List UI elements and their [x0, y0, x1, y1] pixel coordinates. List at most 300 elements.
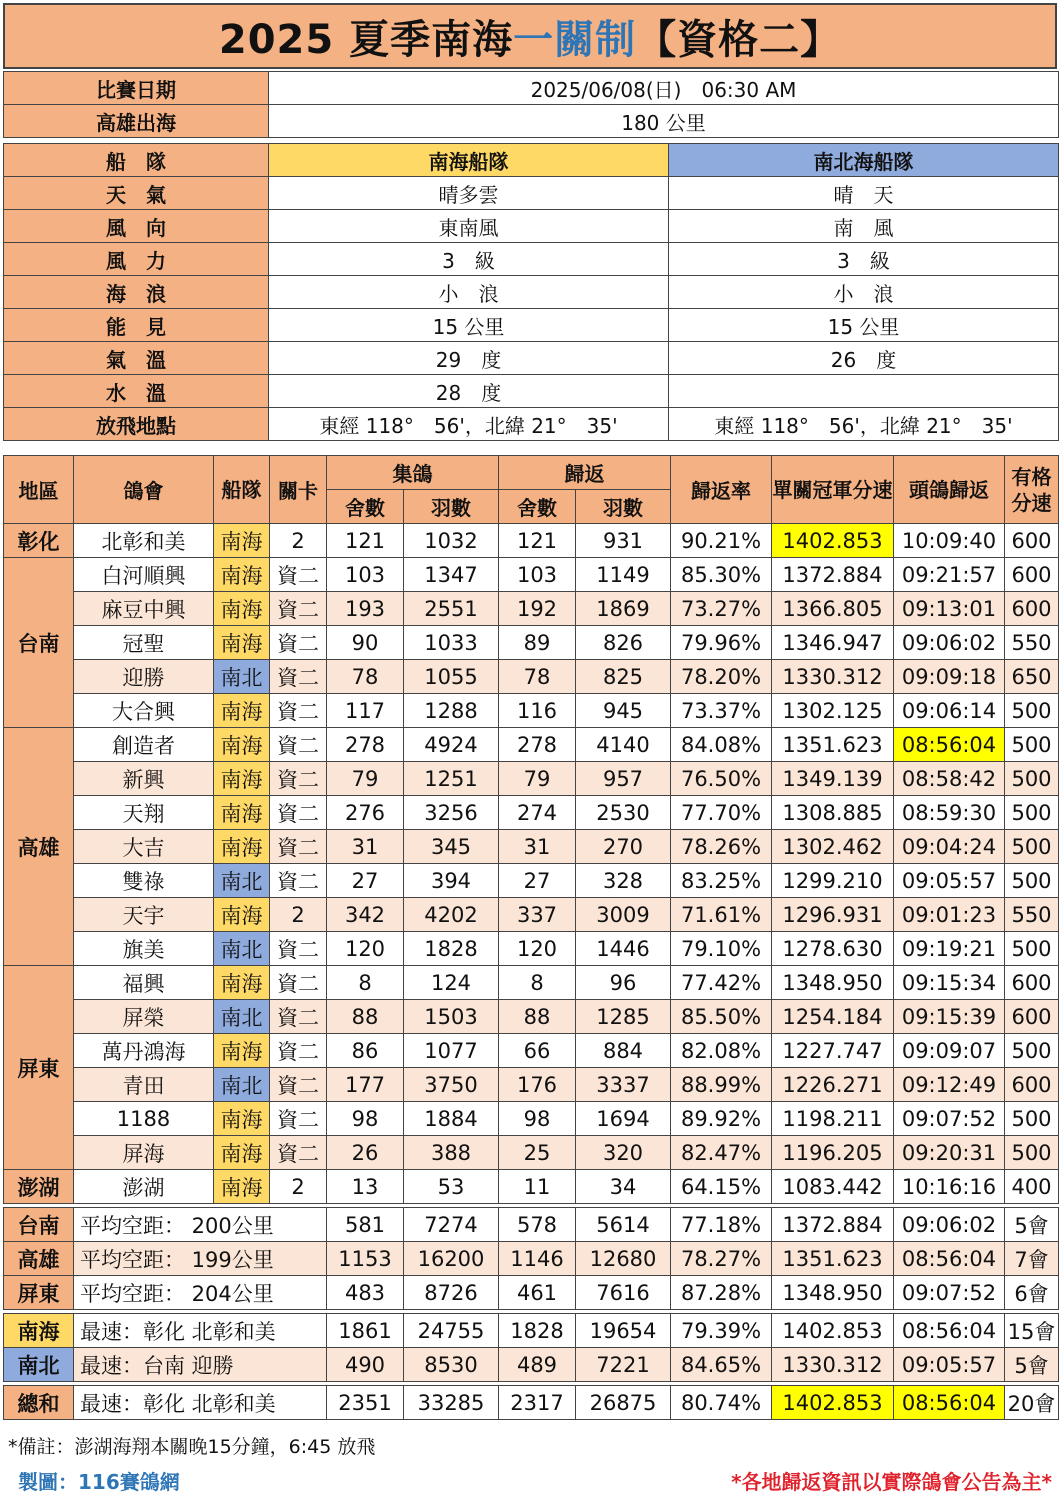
returned-birds: 270 — [576, 830, 671, 864]
team-rate: 84.65% — [671, 1348, 772, 1382]
condition-team2-value: 東經 118° 56'，北緯 21° 35' — [669, 408, 1059, 441]
collected-houses: 8 — [327, 966, 404, 1000]
champion-speed: 1278.630 — [772, 932, 894, 966]
team-label: 船 隊 — [4, 144, 269, 177]
champion-speed: 1083.442 — [772, 1170, 894, 1204]
returned-birds: 1446 — [576, 932, 671, 966]
team-returned-birds: 19654 — [576, 1314, 671, 1348]
total-label: 總和 — [4, 1386, 74, 1420]
condition-label: 風 向 — [4, 210, 269, 243]
collected-houses: 90 — [327, 626, 404, 660]
stage-cell: 資二 — [270, 1000, 327, 1034]
first-return-time: 09:06:14 — [894, 694, 1005, 728]
first-return-time: 09:09:07 — [894, 1034, 1005, 1068]
team-badge: 南北 — [214, 660, 270, 694]
returned-birds: 1149 — [576, 558, 671, 592]
region-cell: 高雄 — [4, 728, 74, 966]
team-rate: 79.39% — [671, 1314, 772, 1348]
return-rate: 64.15% — [671, 1170, 772, 1204]
table-row — [4, 626, 1059, 660]
collected-houses: 13 — [327, 1170, 404, 1204]
stage-cell: 資二 — [270, 1068, 327, 1102]
first-return-time: 09:07:52 — [894, 1102, 1005, 1136]
qualify-speed: 500 — [1005, 728, 1059, 762]
table-row — [4, 1102, 1059, 1136]
stage-cell: 資二 — [270, 660, 327, 694]
returned-houses: 79 — [499, 762, 576, 796]
summary-collected-birds: 8726 — [404, 1276, 499, 1310]
champion-speed: 1349.139 — [772, 762, 894, 796]
collected-birds: 1503 — [404, 1000, 499, 1034]
collected-houses: 121 — [327, 524, 404, 558]
summary-region: 台南 — [4, 1208, 74, 1242]
collected-houses: 103 — [327, 558, 404, 592]
collected-birds: 1288 — [404, 694, 499, 728]
results-header-row — [4, 456, 1059, 490]
total-collected-birds: 33285 — [404, 1386, 499, 1420]
stage-cell: 資二 — [270, 864, 327, 898]
team-summary-row — [4, 1314, 1059, 1348]
collected-birds: 388 — [404, 1136, 499, 1170]
club-name: 旗美 — [74, 932, 214, 966]
condition-team1-value: 15 公里 — [269, 309, 669, 342]
returned-houses: 66 — [499, 1034, 576, 1068]
summary-rate: 87.28% — [671, 1276, 772, 1310]
returned-houses: 27 — [499, 864, 576, 898]
condition-team2-value: 小 浪 — [669, 276, 1059, 309]
champion-speed: 1254.184 — [772, 1000, 894, 1034]
returned-houses: 192 — [499, 592, 576, 626]
stage-cell: 資二 — [270, 830, 327, 864]
collected-houses: 342 — [327, 898, 404, 932]
first-return-time: 09:01:23 — [894, 898, 1005, 932]
collected-birds: 1077 — [404, 1034, 499, 1068]
team-badge: 南海 — [214, 796, 270, 830]
condition-team1-value: 東經 118° 56'，北緯 21° 35' — [269, 408, 669, 441]
condition-label: 水 溫 — [4, 375, 269, 408]
team-collected-birds: 24755 — [404, 1314, 499, 1348]
returned-houses: 116 — [499, 694, 576, 728]
team-champion-speed: 1330.312 — [772, 1348, 894, 1382]
collected-houses: 31 — [327, 830, 404, 864]
qualify-speed: 600 — [1005, 558, 1059, 592]
first-return-time: 09:05:57 — [894, 864, 1005, 898]
collected-birds: 1347 — [404, 558, 499, 592]
table-row — [4, 830, 1059, 864]
disclaimer: *各地歸返資訊以實際鴿會公告為主* — [731, 1470, 1052, 1494]
return-rate: 85.30% — [671, 558, 772, 592]
return-rate: 71.61% — [671, 898, 772, 932]
first-return-time: 09:19:21 — [894, 932, 1005, 966]
table-row — [4, 524, 1059, 558]
champion-speed: 1348.950 — [772, 966, 894, 1000]
return-rate: 90.21% — [671, 524, 772, 558]
returned-houses: 120 — [499, 932, 576, 966]
qualify-speed: 500 — [1005, 1136, 1059, 1170]
collected-houses: 120 — [327, 932, 404, 966]
total-club-count: 20會 — [1005, 1386, 1059, 1420]
team-summary-label: 南海 — [4, 1314, 74, 1348]
team-first-return: 09:05:57 — [894, 1348, 1005, 1382]
qualify-speed: 500 — [1005, 830, 1059, 864]
qualify-speed: 650 — [1005, 660, 1059, 694]
summary-returned-houses: 461 — [499, 1276, 576, 1310]
returned-birds: 2530 — [576, 796, 671, 830]
header-club: 鴿會 — [74, 456, 214, 524]
header-returned: 歸返 — [499, 456, 671, 490]
qualify-speed: 500 — [1005, 694, 1059, 728]
first-return-time: 08:58:42 — [894, 762, 1005, 796]
summary-rate: 78.27% — [671, 1242, 772, 1276]
first-return-time: 08:56:04 — [894, 728, 1005, 762]
distance-label: 高雄出海 — [4, 105, 269, 138]
summary-returned-birds: 5614 — [576, 1208, 671, 1242]
collected-birds: 1251 — [404, 762, 499, 796]
stage-cell: 資二 — [270, 728, 327, 762]
collected-houses: 98 — [327, 1102, 404, 1136]
condition-row — [4, 342, 1059, 375]
team-badge: 南海 — [214, 1034, 270, 1068]
returned-houses: 11 — [499, 1170, 576, 1204]
first-return-time: 09:15:34 — [894, 966, 1005, 1000]
returned-birds: 826 — [576, 626, 671, 660]
condition-label: 能 見 — [4, 309, 269, 342]
team-club-count: 5會 — [1005, 1348, 1059, 1382]
return-rate: 88.99% — [671, 1068, 772, 1102]
return-rate: 76.50% — [671, 762, 772, 796]
condition-row — [4, 408, 1059, 441]
summary-champion-speed: 1372.884 — [772, 1208, 894, 1242]
condition-team2-value: 15 公里 — [669, 309, 1059, 342]
summary-collected-birds: 7274 — [404, 1208, 499, 1242]
table-row — [4, 1068, 1059, 1102]
champion-speed: 1227.747 — [772, 1034, 894, 1068]
first-return-time: 09:13:01 — [894, 592, 1005, 626]
conditions-table — [3, 143, 1059, 441]
return-rate: 77.70% — [671, 796, 772, 830]
summary-collected-houses: 581 — [327, 1208, 404, 1242]
header-stage: 關卡 — [270, 456, 327, 524]
summary-distance: 平均空距： 204公里 — [74, 1276, 327, 1310]
team-summary-label: 南北 — [4, 1348, 74, 1382]
returned-birds: 1285 — [576, 1000, 671, 1034]
team-fastest: 最速：台南 迎勝 — [74, 1348, 327, 1382]
returned-houses: 78 — [499, 660, 576, 694]
results-table — [3, 455, 1059, 1420]
qualify-speed: 600 — [1005, 524, 1059, 558]
champion-speed: 1402.853 — [772, 524, 894, 558]
table-row — [4, 660, 1059, 694]
team-badge: 南海 — [214, 830, 270, 864]
condition-label: 風 力 — [4, 243, 269, 276]
team-badge: 南海 — [214, 898, 270, 932]
table-row — [4, 592, 1059, 626]
collected-houses: 193 — [327, 592, 404, 626]
team-badge: 南海 — [214, 1102, 270, 1136]
return-rate: 73.27% — [671, 592, 772, 626]
condition-team1-value: 29 度 — [269, 342, 669, 375]
first-return-time: 08:59:30 — [894, 796, 1005, 830]
condition-row — [4, 177, 1059, 210]
first-return-time: 10:16:16 — [894, 1170, 1005, 1204]
first-return-time: 09:21:57 — [894, 558, 1005, 592]
returned-houses: 8 — [499, 966, 576, 1000]
table-row — [4, 796, 1059, 830]
condition-label: 海 浪 — [4, 276, 269, 309]
returned-birds: 96 — [576, 966, 671, 1000]
returned-houses: 89 — [499, 626, 576, 660]
club-name: 大合興 — [74, 694, 214, 728]
total-row — [4, 1386, 1059, 1420]
table-row — [4, 898, 1059, 932]
distance-row — [4, 105, 1059, 138]
stage-cell: 2 — [270, 1170, 327, 1204]
return-rate: 83.25% — [671, 864, 772, 898]
collected-houses: 88 — [327, 1000, 404, 1034]
returned-birds: 945 — [576, 694, 671, 728]
collected-houses: 78 — [327, 660, 404, 694]
return-rate: 78.20% — [671, 660, 772, 694]
header-collected-houses: 舍數 — [327, 490, 404, 524]
champion-speed: 1198.211 — [772, 1102, 894, 1136]
team-badge: 南海 — [214, 762, 270, 796]
condition-team2-value: 南 風 — [669, 210, 1059, 243]
region-cell: 台南 — [4, 558, 74, 728]
champion-speed: 1196.205 — [772, 1136, 894, 1170]
condition-team1-value: 東南風 — [269, 210, 669, 243]
qualify-speed: 500 — [1005, 864, 1059, 898]
chart-credit: 製圖：116賽鴿網 — [18, 1470, 180, 1494]
returned-houses: 98 — [499, 1102, 576, 1136]
first-return-time: 09:04:24 — [894, 830, 1005, 864]
team-badge: 南海 — [214, 626, 270, 660]
header-region: 地區 — [4, 456, 74, 524]
summary-returned-birds: 12680 — [576, 1242, 671, 1276]
team-champion-speed: 1402.853 — [772, 1314, 894, 1348]
header-champion: 單關冠軍分速 — [772, 456, 894, 524]
returned-birds: 1869 — [576, 592, 671, 626]
region-summary-row — [4, 1208, 1059, 1242]
qualify-speed: 500 — [1005, 1034, 1059, 1068]
champion-speed: 1299.210 — [772, 864, 894, 898]
collected-birds: 394 — [404, 864, 499, 898]
club-name: 大吉 — [74, 830, 214, 864]
race-date-label: 比賽日期 — [4, 72, 269, 105]
condition-row — [4, 309, 1059, 342]
table-row — [4, 966, 1059, 1000]
return-rate: 78.26% — [671, 830, 772, 864]
first-return-time: 09:20:31 — [894, 1136, 1005, 1170]
return-rate: 84.08% — [671, 728, 772, 762]
stage-cell: 資二 — [270, 558, 327, 592]
summary-distance: 平均空距： 200公里 — [74, 1208, 327, 1242]
team2-header: 南北海船隊 — [669, 144, 1059, 177]
condition-team1-value: 小 浪 — [269, 276, 669, 309]
stage-cell: 資二 — [270, 762, 327, 796]
condition-team2-value: 3 級 — [669, 243, 1059, 276]
return-rate: 79.96% — [671, 626, 772, 660]
collected-houses: 27 — [327, 864, 404, 898]
total-returned-houses: 2317 — [499, 1386, 576, 1420]
table-row — [4, 694, 1059, 728]
stage-cell: 資二 — [270, 694, 327, 728]
collected-houses: 278 — [327, 728, 404, 762]
team-first-return: 08:56:04 — [894, 1314, 1005, 1348]
champion-speed: 1366.805 — [772, 592, 894, 626]
stage-cell: 資二 — [270, 1136, 327, 1170]
total-champion-speed: 1402.853 — [772, 1386, 894, 1420]
returned-birds: 328 — [576, 864, 671, 898]
returned-birds: 3337 — [576, 1068, 671, 1102]
table-row — [4, 1170, 1059, 1204]
team-returned-houses: 1828 — [499, 1314, 576, 1348]
summary-collected-houses: 1153 — [327, 1242, 404, 1276]
table-row — [4, 762, 1059, 796]
club-name: 1188 — [74, 1102, 214, 1136]
champion-speed: 1351.623 — [772, 728, 894, 762]
condition-row — [4, 276, 1059, 309]
summary-club-count: 7會 — [1005, 1242, 1059, 1276]
club-name: 屏榮 — [74, 1000, 214, 1034]
qualify-speed: 500 — [1005, 1102, 1059, 1136]
team-summary-row — [4, 1348, 1059, 1382]
club-name: 創造者 — [74, 728, 214, 762]
team-badge: 南海 — [214, 592, 270, 626]
club-name: 屏海 — [74, 1136, 214, 1170]
collected-birds: 1828 — [404, 932, 499, 966]
team-badge: 南海 — [214, 524, 270, 558]
qualify-speed: 400 — [1005, 1170, 1059, 1204]
condition-row — [4, 375, 1059, 408]
team-collected-houses: 1861 — [327, 1314, 404, 1348]
total-collected-houses: 2351 — [327, 1386, 404, 1420]
returned-houses: 88 — [499, 1000, 576, 1034]
condition-team1-value: 28 度 — [269, 375, 669, 408]
qualify-speed: 600 — [1005, 1000, 1059, 1034]
race-date-row — [4, 72, 1059, 105]
table-row — [4, 932, 1059, 966]
summary-first-return: 09:06:02 — [894, 1208, 1005, 1242]
return-rate: 82.08% — [671, 1034, 772, 1068]
returned-houses: 274 — [499, 796, 576, 830]
champion-speed: 1226.271 — [772, 1068, 894, 1102]
first-return-time: 09:12:49 — [894, 1068, 1005, 1102]
stage-cell: 資二 — [270, 796, 327, 830]
team-badge: 南海 — [214, 966, 270, 1000]
summary-region: 高雄 — [4, 1242, 74, 1276]
team-fastest: 最速：彰化 北彰和美 — [74, 1314, 327, 1348]
race-info-table — [3, 71, 1059, 138]
summary-club-count: 5會 — [1005, 1208, 1059, 1242]
header-first: 頭鴿歸返 — [894, 456, 1005, 524]
qualify-speed: 500 — [1005, 932, 1059, 966]
return-rate: 79.10% — [671, 932, 772, 966]
team-returned-houses: 489 — [499, 1348, 576, 1382]
header-returned-birds: 羽數 — [576, 490, 671, 524]
table-row — [4, 1136, 1059, 1170]
collected-houses: 276 — [327, 796, 404, 830]
champion-speed: 1296.931 — [772, 898, 894, 932]
returned-houses: 176 — [499, 1068, 576, 1102]
returned-houses: 31 — [499, 830, 576, 864]
team-club-count: 15會 — [1005, 1314, 1059, 1348]
returned-birds: 34 — [576, 1170, 671, 1204]
team-collected-birds: 8530 — [404, 1348, 499, 1382]
returned-birds: 957 — [576, 762, 671, 796]
stage-cell: 資二 — [270, 932, 327, 966]
return-rate: 89.92% — [671, 1102, 772, 1136]
returned-birds: 931 — [576, 524, 671, 558]
summary-rate: 77.18% — [671, 1208, 772, 1242]
returned-houses: 278 — [499, 728, 576, 762]
total-first-return: 08:56:04 — [894, 1386, 1005, 1420]
condition-team1-value: 3 級 — [269, 243, 669, 276]
table-row — [4, 728, 1059, 762]
champion-speed: 1302.462 — [772, 830, 894, 864]
page-title: 2025 夏季南海 一關制 【資格二】 — [3, 3, 1057, 69]
first-return-time: 09:15:39 — [894, 1000, 1005, 1034]
club-name: 天宇 — [74, 898, 214, 932]
collected-birds: 4202 — [404, 898, 499, 932]
qualify-speed: 550 — [1005, 898, 1059, 932]
team-collected-houses: 490 — [327, 1348, 404, 1382]
summary-collected-houses: 483 — [327, 1276, 404, 1310]
first-return-time: 10:09:40 — [894, 524, 1005, 558]
summary-returned-houses: 1146 — [499, 1242, 576, 1276]
team-badge: 南北 — [214, 1068, 270, 1102]
club-name: 北彰和美 — [74, 524, 214, 558]
returned-houses: 103 — [499, 558, 576, 592]
region-cell: 澎湖 — [4, 1170, 74, 1204]
team-badge: 南海 — [214, 1170, 270, 1204]
qualify-speed: 500 — [1005, 796, 1059, 830]
collected-houses: 86 — [327, 1034, 404, 1068]
summary-collected-birds: 16200 — [404, 1242, 499, 1276]
summary-region: 屏東 — [4, 1276, 74, 1310]
header-team: 船隊 — [214, 456, 270, 524]
stage-cell: 資二 — [270, 1034, 327, 1068]
stage-cell: 資二 — [270, 592, 327, 626]
region-cell: 彰化 — [4, 524, 74, 558]
collected-birds: 3256 — [404, 796, 499, 830]
returned-houses: 121 — [499, 524, 576, 558]
return-rate: 82.47% — [671, 1136, 772, 1170]
club-name: 天翔 — [74, 796, 214, 830]
region-summary-row — [4, 1276, 1059, 1310]
champion-speed: 1302.125 — [772, 694, 894, 728]
return-rate: 73.37% — [671, 694, 772, 728]
condition-team2-value — [669, 375, 1059, 408]
total-fastest: 最速：彰化 北彰和美 — [74, 1386, 327, 1420]
club-name: 迎勝 — [74, 660, 214, 694]
condition-team2-value: 26 度 — [669, 342, 1059, 375]
table-row — [4, 1000, 1059, 1034]
club-name: 澎湖 — [74, 1170, 214, 1204]
returned-birds: 825 — [576, 660, 671, 694]
team-badge: 南海 — [214, 1136, 270, 1170]
condition-label: 氣 溫 — [4, 342, 269, 375]
returned-birds: 4140 — [576, 728, 671, 762]
team-badge: 南海 — [214, 558, 270, 592]
header-qualify: 有格分速 — [1005, 456, 1059, 524]
condition-row — [4, 243, 1059, 276]
return-rate: 85.50% — [671, 1000, 772, 1034]
club-name: 雙祿 — [74, 864, 214, 898]
collected-birds: 345 — [404, 830, 499, 864]
stage-cell: 資二 — [270, 966, 327, 1000]
team1-header: 南海船隊 — [269, 144, 669, 177]
collected-birds: 3750 — [404, 1068, 499, 1102]
